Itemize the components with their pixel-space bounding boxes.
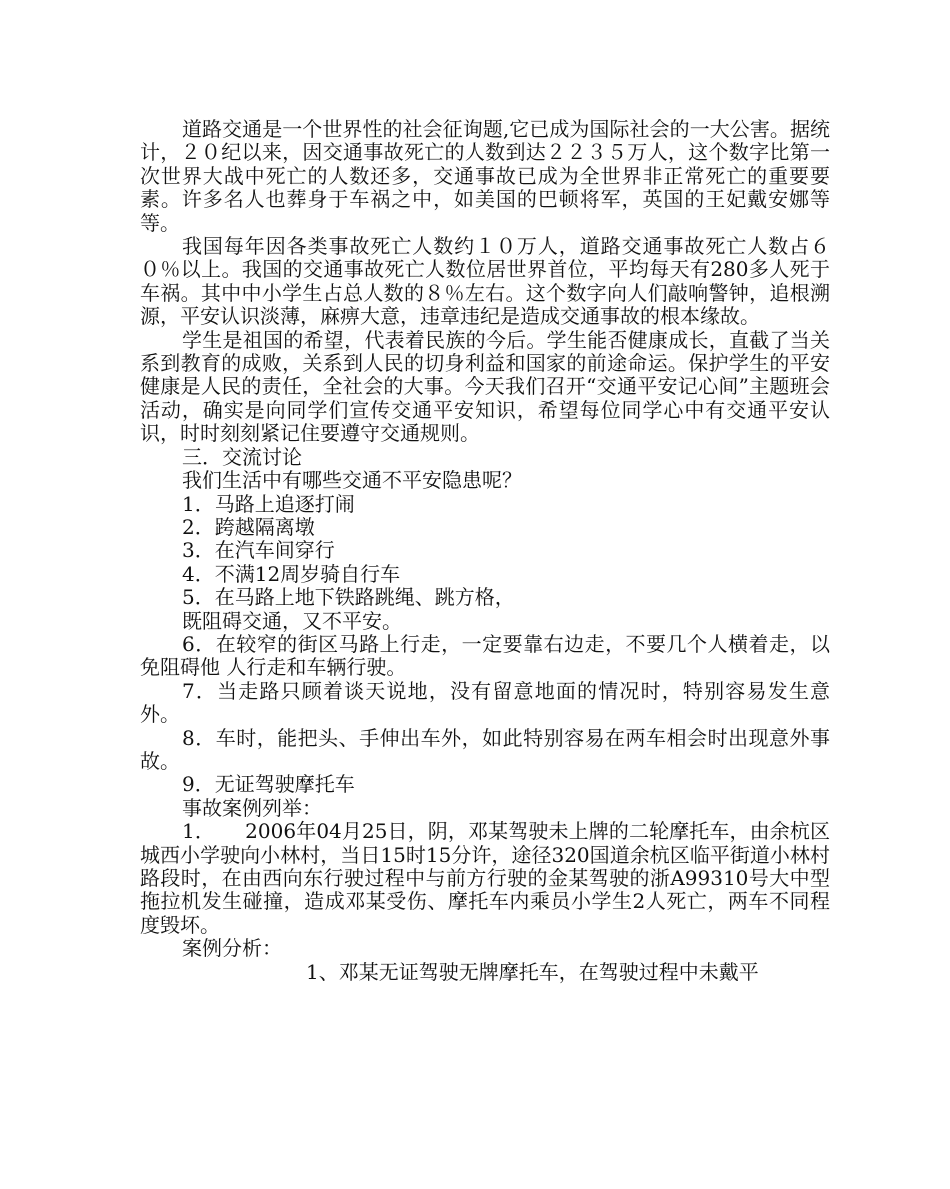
- paragraph-students-safety: 学生是祖国的希望，代表着民族的今后。学生能否健康成长，直截了当关系到教育的成败，关系到人民的切身利益和国家的前途命运。保护学生的平安健康是人民的责任，全社会的大事。今天我们召开“交通平安记心间”主题班会活动，确实是向同学们宣传交通平安知识，希望每位同学心中有交通平安认识，时时刻刻紧记住要遵守交通规则。: [140, 327, 830, 446]
- hazard-item-9: 9．无证驾驶摩托车: [182, 772, 355, 797]
- hazard-item-7: 7．当走路只顾着谈天说地，没有留意地面的情况时，特别容易发生意外。: [140, 678, 830, 727]
- section-heading-discussion: 三．交流讨论: [182, 444, 302, 469]
- case-analysis-point-1: 1、邓某无证驾驶无牌摩托车，在驾驶过程中未戴平: [306, 959, 759, 984]
- case-list-heading: 事故案例列举：: [182, 795, 322, 820]
- hazard-item-5: 5．在马路上地下铁路跳绳、跳方格，: [182, 585, 515, 610]
- hazard-item-4: 4．不满12周岁骑自行车: [182, 561, 401, 586]
- hazard-item-1: 1．马路上追逐打闹: [182, 491, 355, 516]
- hazard-item-8: 8．车时，能把头、手伸出车外，如此特别容易在两车相会时出现意外事故。: [140, 725, 830, 773]
- paragraph-traffic-global: 道路交通是一个世界性的社会征询题,它已成为国际社会的一大公害。据统计，２０纪以来，因交通事故死亡的人数到达２２３５万人，这个数字比第一次世界大战中死亡的人数还多，交通事故已成为全世界非正常死亡的重要要素。许多名人也葬身于车祸之中，如美国的巴顿将军，英国的王妃戴安娜等等。: [140, 117, 830, 235]
- case-analysis-heading: 案例分析：: [182, 936, 282, 961]
- hazard-item-3: 3．在汽车间穿行: [182, 538, 335, 563]
- hazard-item-5-continued: 既阻碍交通，又不平安。: [182, 608, 402, 633]
- document-body: [140, 118, 830, 984]
- hazard-item-6: 6．在较窄的街区马路上行走，一定要靠右边走，不要几个人横着走，以免阻碍他 人行走和车辆行驶。: [140, 631, 830, 680]
- case-1: 1． 2006年04月25日，阴，邓某驾驶未上牌的二轮摩托车，由余杭区城西小学驶向小林村，当日15时15分许，途径320国道余杭区临平街道小林村路段时，在由西向东行驶过程中与前方行驶的金某驾驶的浙A99310号大中型拖拉机发生碰撞，造成邓某受伤、摩托车内乘员小学生2人死亡，两车不同程度毁坏。: [140, 819, 830, 937]
- hazard-item-2: 2．跨越隔离墩: [182, 514, 315, 539]
- discussion-question: 我们生活中有哪些交通不平安隐患呢？: [182, 468, 522, 493]
- paragraph-china-statistics: 我国每年因各类事故死亡人数约１０万人，道路交通事故死亡人数占６０％以上。我国的交通事故死亡人数位居世界首位，平均每天有280多人死于车祸。其中中小学生占总人数的８％左右。这个数字向人们敲响警钟，追根溯源，平安认识淡薄，麻痹大意，违章违纪是造成交通事故的根本缘故。: [140, 234, 830, 329]
